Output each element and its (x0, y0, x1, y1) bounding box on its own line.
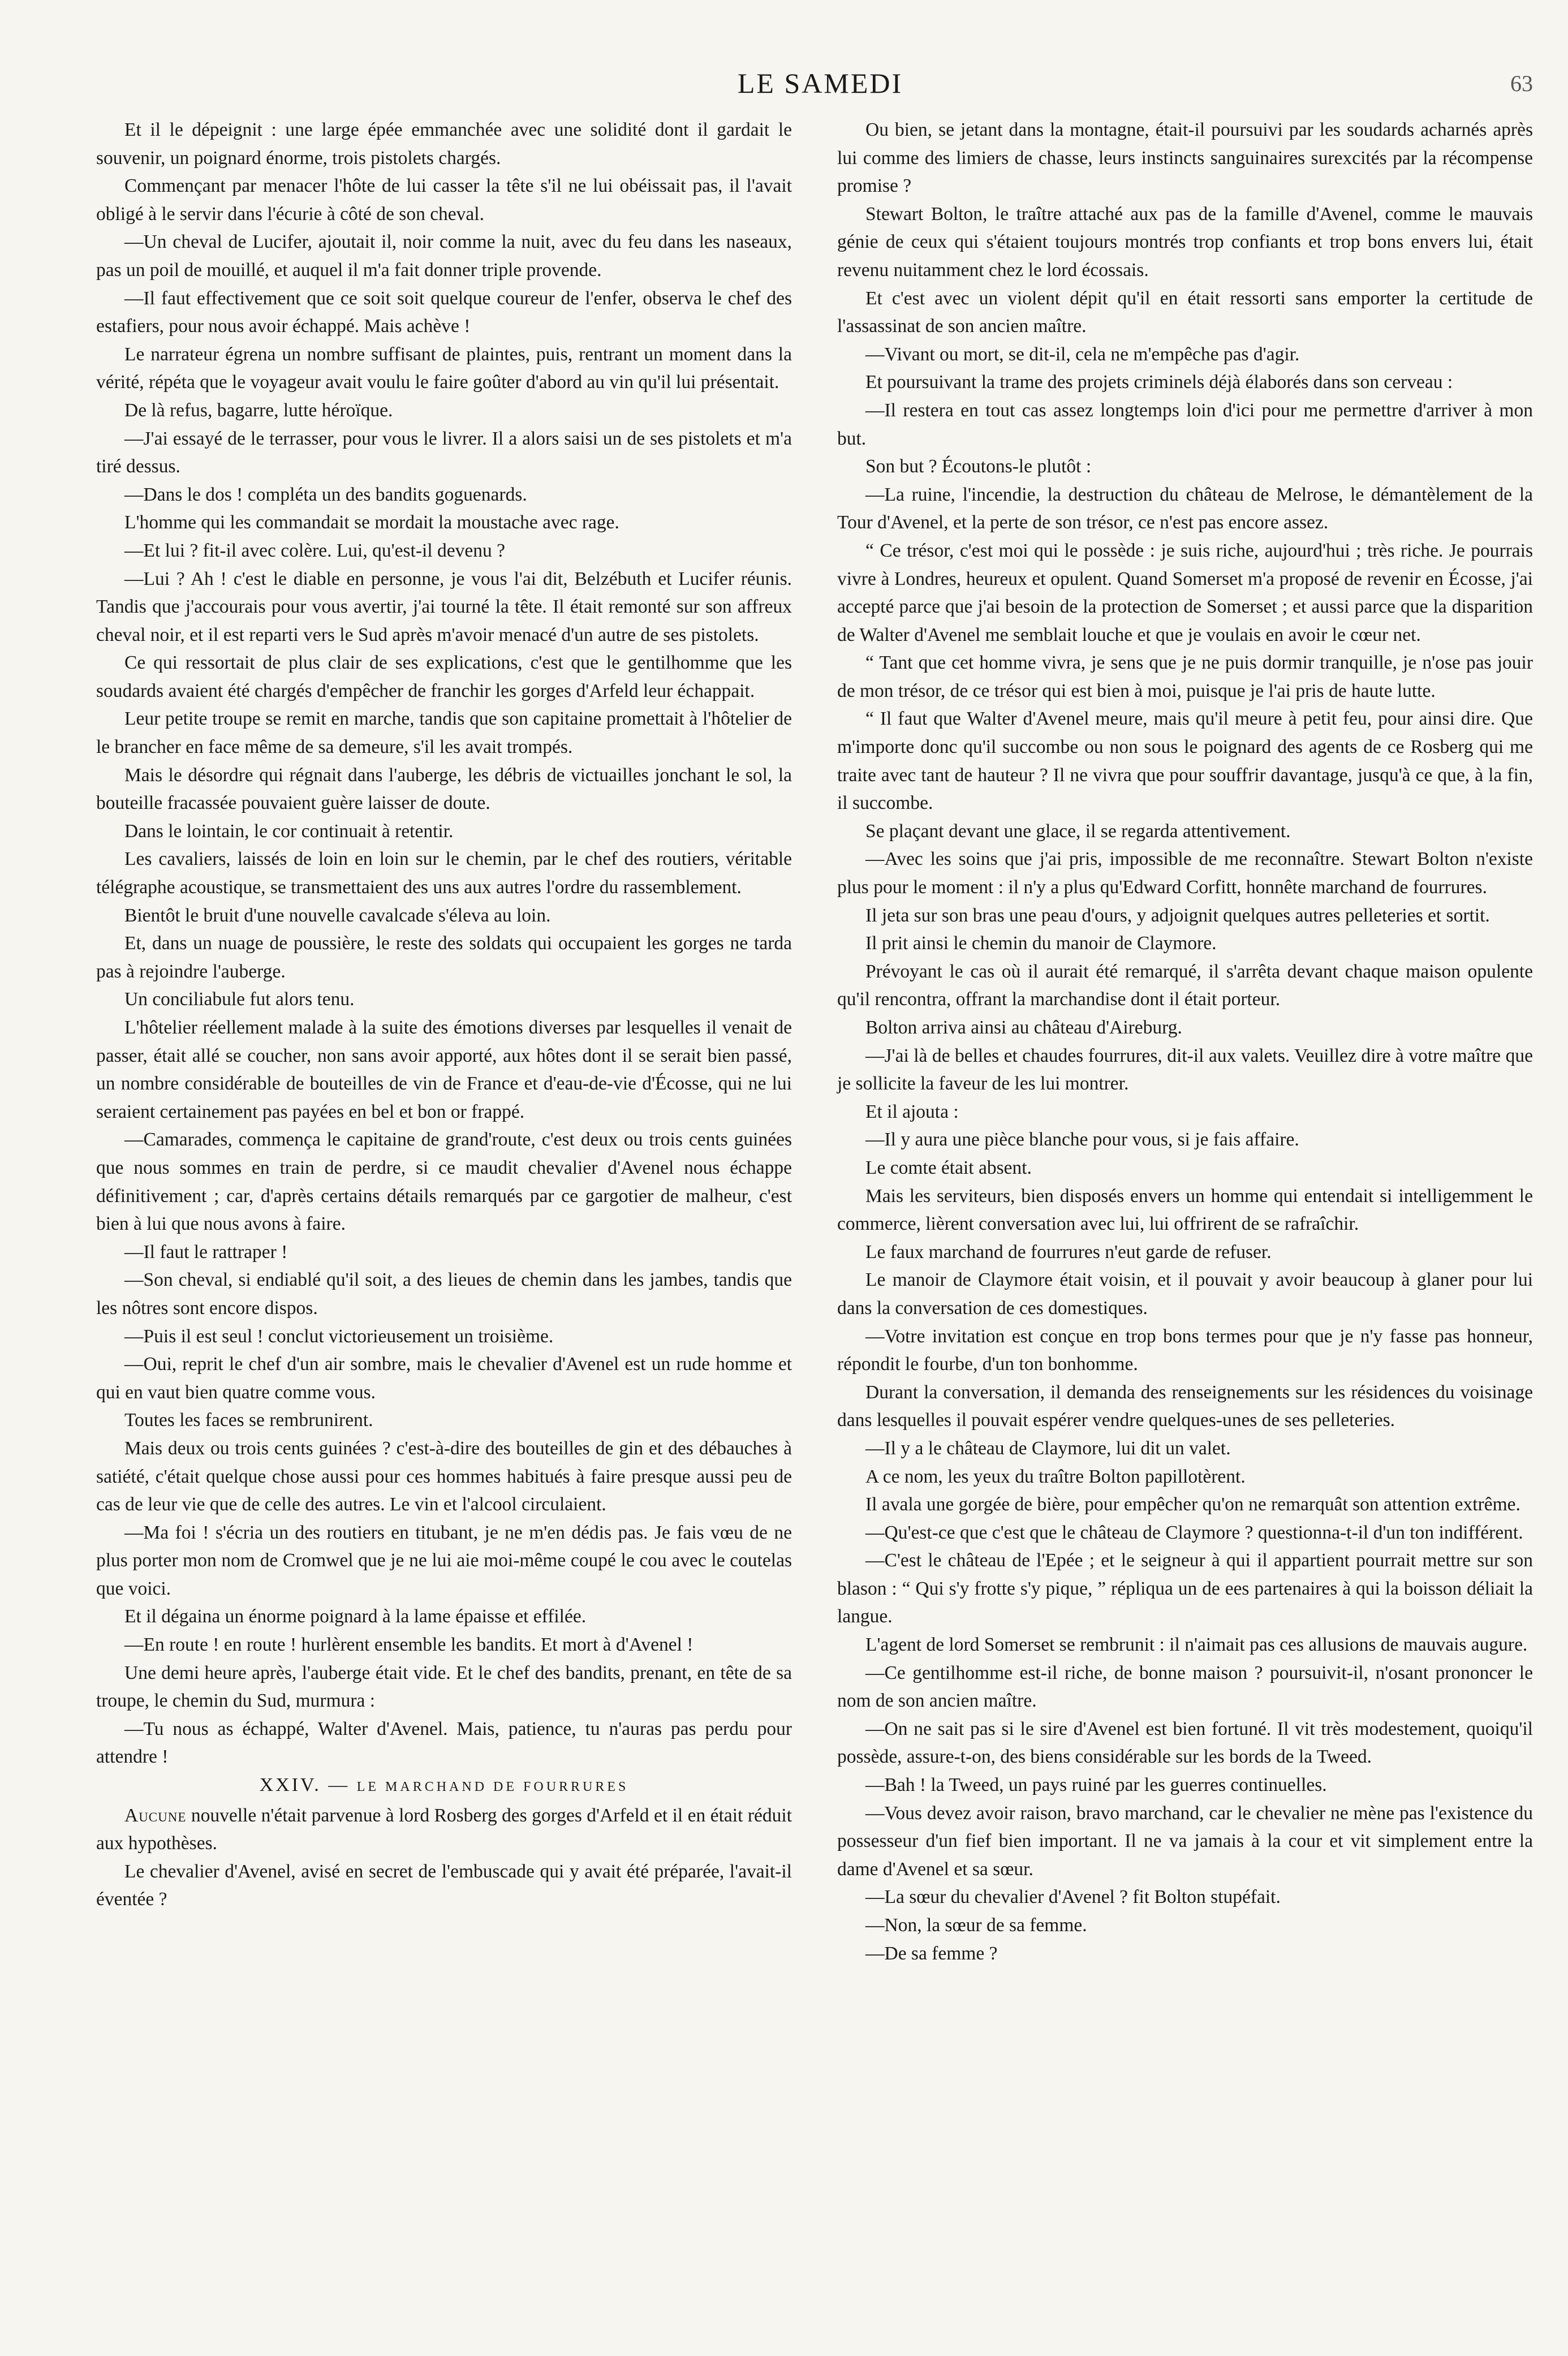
paragraph: Stewart Bolton, le traître attaché aux pas de la famille d'Avenel, comme le mauvais génie de ceux qui s'étaient toujours montrés trop confiants et trop bons envers lui, était revenu nuitamment chez le lord écossais. (837, 203, 1533, 281)
paragraph: Il jeta sur son bras une peau d'ours, y adjoignit quelques autres pelleteries et sortit. (865, 905, 1490, 926)
paragraph: Le manoir de Claymore était voisin, et il pouvait y avoir beaucoup à glaner pour lui dans la conversation de ces domestiques. (837, 1269, 1533, 1319)
paragraph-text: nouvelle n'était parvenue à lord Rosberg des gorges d'Arfeld et il en était réduit aux hypothèses. (96, 1804, 792, 1854)
paragraph: —Son cheval, si endiablé qu'il soit, a des lieues de chemin dans les jambes, tandis que les nôtres sont encore dispos. (96, 1269, 792, 1319)
paragraph: Se plaçant devant une glace, il se regarda attentivement. (865, 820, 1291, 842)
paragraph: Dans le lointain, le cor continuait à retentir. (124, 820, 454, 842)
paragraph: Et c'est avec un violent dépit qu'il en était ressorti sans emporter la certitude de l'assassinat de son ancien maître. (837, 287, 1533, 337)
paragraph: Prévoyant le cas où il aurait été remarqué, il s'arrêta devant chaque maison opulente qu'il rencontra, offrant la marchandise dont il était porteur. (837, 961, 1533, 1010)
paragraph: —Il faut effectivement que ce soit soit quelque coureur de l'enfer, observa le chef des estafiers, pour nous avoir échappé. Mais achève ! (96, 287, 792, 337)
paragraph: —Vivant ou mort, se dit-il, cela ne m'empêche pas d'agir. (865, 343, 1300, 365)
paragraph: —La sœur du chevalier d'Avenel ? fit Bolton stupéfait. (865, 1886, 1281, 1908)
paragraph: —Bah ! la Tweed, un pays ruiné par les guerres continuelles. (865, 1774, 1327, 1796)
paragraph: Et, dans un nuage de poussière, le reste des soldats qui occupaient les gorges ne tarda pas à rejoindre l'auberge. (96, 933, 792, 982)
opening-word: Aucune (124, 1804, 187, 1826)
paragraph: —De sa femme ? (865, 1942, 998, 1964)
paragraph: Un conciliabule fut alors tenu. (124, 989, 355, 1010)
paragraph: —Dans le dos ! compléta un des bandits goguenards. (124, 484, 527, 505)
paragraph: Leur petite troupe se remit en marche, tandis que son capitaine promettait à l'hôtelier de le brancher en face même de sa demeure, s'il les avait trompés. (96, 708, 792, 758)
paragraph: —Un cheval de Lucifer, ajoutait il, noir comme la nuit, avec du feu dans les naseaux, pas un poil de mouillé, et auquel il m'a fait donner triple provende. (96, 231, 792, 281)
paragraph: Ce qui ressortait de plus clair de ses explications, c'est que le gentilhomme que les soudards avaient été chargés d'empêcher de franchir les gorges d'Arfeld leur échappait. (96, 652, 792, 701)
paragraph: “ Il faut que Walter d'Avenel meure, mais qu'il meure à petit feu, pour ainsi dire. Que m'importe donc qu'il succombe ou non sous le poignard des agents de ce Rosberg qui me traite avec tant de hauteur ? Il ne vivra que pour souffrir davantage, jusqu'à ce que, à la fin, il succombe. (837, 708, 1533, 814)
paragraph: Le chevalier d'Avenel, avisé en secret de l'embuscade qui y avait été préparée, l'avait-il éventée ? (96, 1860, 792, 1910)
paragraph: Les cavaliers, laissés de loin en loin sur le chemin, par le chef des routiers, véritable télégraphe acoustique, se transmettaient des uns aux autres l'ordre du rassemblement. (96, 848, 792, 898)
chapter-number: XXIV. — (259, 1774, 357, 1796)
paragraph: Toutes les faces se rembrunirent. (124, 1410, 373, 1431)
left-column (96, 116, 792, 1914)
paragraph: —Camarades, commença le capitaine de grand'route, c'est deux ou trois cents guinées que nous sommes en train de perdre, si ce maudit chevalier d'Avenel nous échappe définitivement ; car, d'après certains détails remarqués par ce gargotier de malheur, c'est bien à lui que nous avons à faire. (96, 1129, 792, 1235)
paragraph: —J'ai essayé de le terrasser, pour vous le livrer. Il a alors saisi un de ses pistolets et m'a tiré dessus. (96, 428, 792, 477)
paragraph: Bolton arriva ainsi au château d'Aireburg. (865, 1017, 1182, 1038)
paragraph: —Votre invitation est conçue en trop bons termes pour que je n'y fasse pas honneur, répondit le fourbe, d'un ton bonhomme. (837, 1325, 1533, 1375)
paragraph: —En route ! en route ! hurlèrent ensemble les bandits. Et mort à d'Avenel ! (124, 1634, 693, 1656)
right-column (837, 116, 1533, 1967)
paragraph: —Vous devez avoir raison, bravo marchand, car le chevalier ne mène pas l'existence du possesseur d'un fief bien important. Il ne va jamais à la cour et vit simplement entre la dame d'Avenel et sa sœur. (837, 1802, 1533, 1880)
paragraph: Et poursuivant la trame des projets criminels déjà élaborés dans son cerveau : (865, 372, 1453, 393)
paragraph: Et il dégaina un énorme poignard à la lame épaisse et effilée. (124, 1606, 587, 1627)
paragraph: “ Ce trésor, c'est moi qui le possède : je suis riche, aujourd'hui ; très riche. Je pourrais vivre à Londres, heureux et opulent. Quand Somerset m'a proposé de revenir en Écosse, j'ai accepté parce que j'ai besoin de la protection de Somerset ; et aussi parce que la disparition de Walter d'Avenel me semblait louche et que je voulais en avoir le cœur net. (837, 540, 1533, 645)
paragraph: Il avala une gorgée de bière, pour empêcher qu'on ne remarquât son attention extrême. (865, 1494, 1520, 1515)
paragraph: —La ruine, l'incendie, la destruction du château de Melrose, le démantèlement de la Tour d'Avenel, et la perte de son trésor, ce n'est pas encore assez. (837, 484, 1533, 533)
paragraph: L'agent de lord Somerset se rembrunit : il n'aimait pas ces allusions de mauvais augure. (865, 1634, 1528, 1656)
paragraph: —On ne sait pas si le sire d'Avenel est bien fortuné. Il vit très modestement, quoiqu'il possède, assure-t-on, des biens considérable sur les bords de la Tweed. (837, 1718, 1533, 1768)
paragraph: —Puis il est seul ! conclut victorieusement un troisième. (124, 1325, 554, 1347)
paragraph: “ Tant que cet homme vivra, je sens que je ne puis dormir tranquille, je n'ose pas jouir de mon trésor, de ce trésor qui est bien à moi, puisque je l'ai pris de haute lutte. (837, 652, 1533, 701)
paragraph: —Lui ? Ah ! c'est le diable en personne, je vous l'ai dit, Belzébuth et Lucifer réunis. Tandis que j'accourais pour vous avertir, j'ai tourné la tête. Il était remonté sur son affreux cheval noir, et il est reparti vers le Sud après m'avoir menacé d'un autre de ses pistolets. (96, 568, 792, 645)
paragraph: L'hôtelier réellement malade à la suite des émotions diverses par lesquelles il venait de passer, était allé se coucher, non sans avoir apporté, aux hôtes dont il se serait bien passé, un nombre considérable de bouteilles de vin de France et d'eau-de-vie d'Écosse, qui ne lui seraient certainement pas payées en bel et bon or frappé. (96, 1017, 792, 1122)
running-title: LE SAMEDI (737, 67, 903, 99)
paragraph: Le faux marchand de fourrures n'eut garde de refuser. (865, 1241, 1272, 1263)
paragraph: —Ma foi ! s'écria un des routiers en titubant, je ne m'en dédis pas. Je fais vœu de ne plus porter mon nom de Cromwel que je ne lui aie moi-même coupé le cou avec le coutelas que voici. (96, 1522, 792, 1599)
page-header (96, 67, 1544, 106)
paragraph: Et il ajouta : (865, 1101, 959, 1122)
paragraph: Le comte était absent. (865, 1157, 1032, 1178)
paragraph: Son but ? Écoutons-le plutôt : (865, 456, 1092, 477)
page-number: 63 (1510, 71, 1533, 96)
paragraph: Et il le dépeignit : une large épée emmanchée avec une solidité dont il gardait le souvenir, un poignard énorme, trois pistolets chargés. (96, 119, 792, 169)
chapter-heading (96, 1771, 792, 1802)
paragraph: —Et lui ? fit-il avec colère. Lui, qu'est-il devenu ? (124, 540, 505, 561)
paragraph: Durant la conversation, il demanda des renseignements sur les résidences du voisinage dans lesquelles il pouvait espérer vendre quelques-unes de ses pelleteries. (837, 1381, 1533, 1431)
paragraph: —Tu nous as échappé, Walter d'Avenel. Mais, patience, tu n'auras pas perdu pour attendre ! (96, 1718, 792, 1768)
paragraph: Mais le désordre qui régnait dans l'auberge, les débris de victuailles jonchant le sol, la bouteille fracassée pouvaient guère laisser de doute. (96, 764, 792, 814)
paragraph: Le narrateur égrena un nombre suffisant de plaintes, puis, rentrant un moment dans la vérité, répéta que le voyageur avait voulu le faire goûter d'abord au vin qu'il lui présentait. (96, 343, 792, 393)
paragraph: —Oui, reprit le chef d'un air sombre, mais le chevalier d'Avenel est un rude homme et qui en vaut bien quatre comme vous. (96, 1354, 792, 1403)
paragraph: —Qu'est-ce que c'est que le château de Claymore ? questionna-t-il d'un ton indifférent. (865, 1522, 1523, 1543)
paragraph: —Non, la sœur de sa femme. (865, 1915, 1087, 1936)
chapter-title: LE MARCHAND DE FOURRURES (356, 1780, 629, 1795)
paragraph: —Ce gentilhomme est-il riche, de bonne maison ? poursuivit-il, n'osant prononcer le nom de son ancien maître. (837, 1662, 1533, 1712)
paragraph: Bientôt le bruit d'une nouvelle cavalcade s'éleva au loin. (124, 905, 551, 926)
paragraph: A ce nom, les yeux du traître Bolton papillotèrent. (865, 1466, 1246, 1487)
paragraph: —Il restera en tout cas assez longtemps loin d'ici pour me permettre d'arriver à mon but. (837, 399, 1533, 449)
paragraph: —Il y aura une pièce blanche pour vous, si je fais affaire. (865, 1129, 1299, 1151)
paragraph (96, 1802, 792, 1858)
paragraph: Commençant par menacer l'hôte de lui casser la tête s'il ne lui obéissait pas, il l'avait obligé à le servir dans l'écurie à côté de son cheval. (96, 175, 792, 225)
paragraph: De là refus, bagarre, lutte héroïque. (124, 399, 393, 421)
paragraph: Ou bien, se jetant dans la montagne, était-il poursuivi par les soudards acharnés après lui comme des limiers de chasse, leurs instincts sanguinaires surexcités par la récompense promise ? (837, 119, 1533, 197)
paragraph: —C'est le château de l'Epée ; et le seigneur à qui il appartient pourrait mettre sur son blason : “ Qui s'y frotte s'y pique, ” répliqua un de ees partenaires à qui la boisson déliait la langue. (837, 1550, 1533, 1627)
paragraph: Une demi heure après, l'auberge était vide. Et le chef des bandits, prenant, en tête de sa troupe, le chemin du Sud, murmura : (96, 1662, 792, 1712)
paragraph: —Il y a le château de Claymore, lui dit un valet. (865, 1437, 1231, 1459)
paragraph: Mais deux ou trois cents guinées ? c'est-à-dire des bouteilles de gin et des débauches à satiété, c'était quelque chose aussi pour ces hommes habitués à faire presque aussi peu de cas de leur vie que de celle des autres. Le vin et l'alcool circulaient. (96, 1437, 792, 1515)
paragraph: Mais les serviteurs, bien disposés envers un homme qui entendait si intelligemment le commerce, lièrent conversation avec lui, lui offrirent de se rafraîchir. (837, 1185, 1533, 1235)
paragraph: L'homme qui les commandait se mordait la moustache avec rage. (124, 512, 619, 533)
paragraph: —J'ai là de belles et chaudes fourrures, dit-il aux valets. Veuillez dire à votre maître que je sollicite la faveur de les lui montrer. (837, 1045, 1533, 1095)
paragraph: Il prit ainsi le chemin du manoir de Claymore. (865, 933, 1217, 954)
paragraph: —Avec les soins que j'ai pris, impossible de me reconnaître. Stewart Bolton n'existe plus pour le moment : il n'y a plus qu'Edward Corfitt, honnête marchand de fourrures. (837, 848, 1533, 898)
paragraph: —Il faut le rattraper ! (124, 1241, 288, 1263)
